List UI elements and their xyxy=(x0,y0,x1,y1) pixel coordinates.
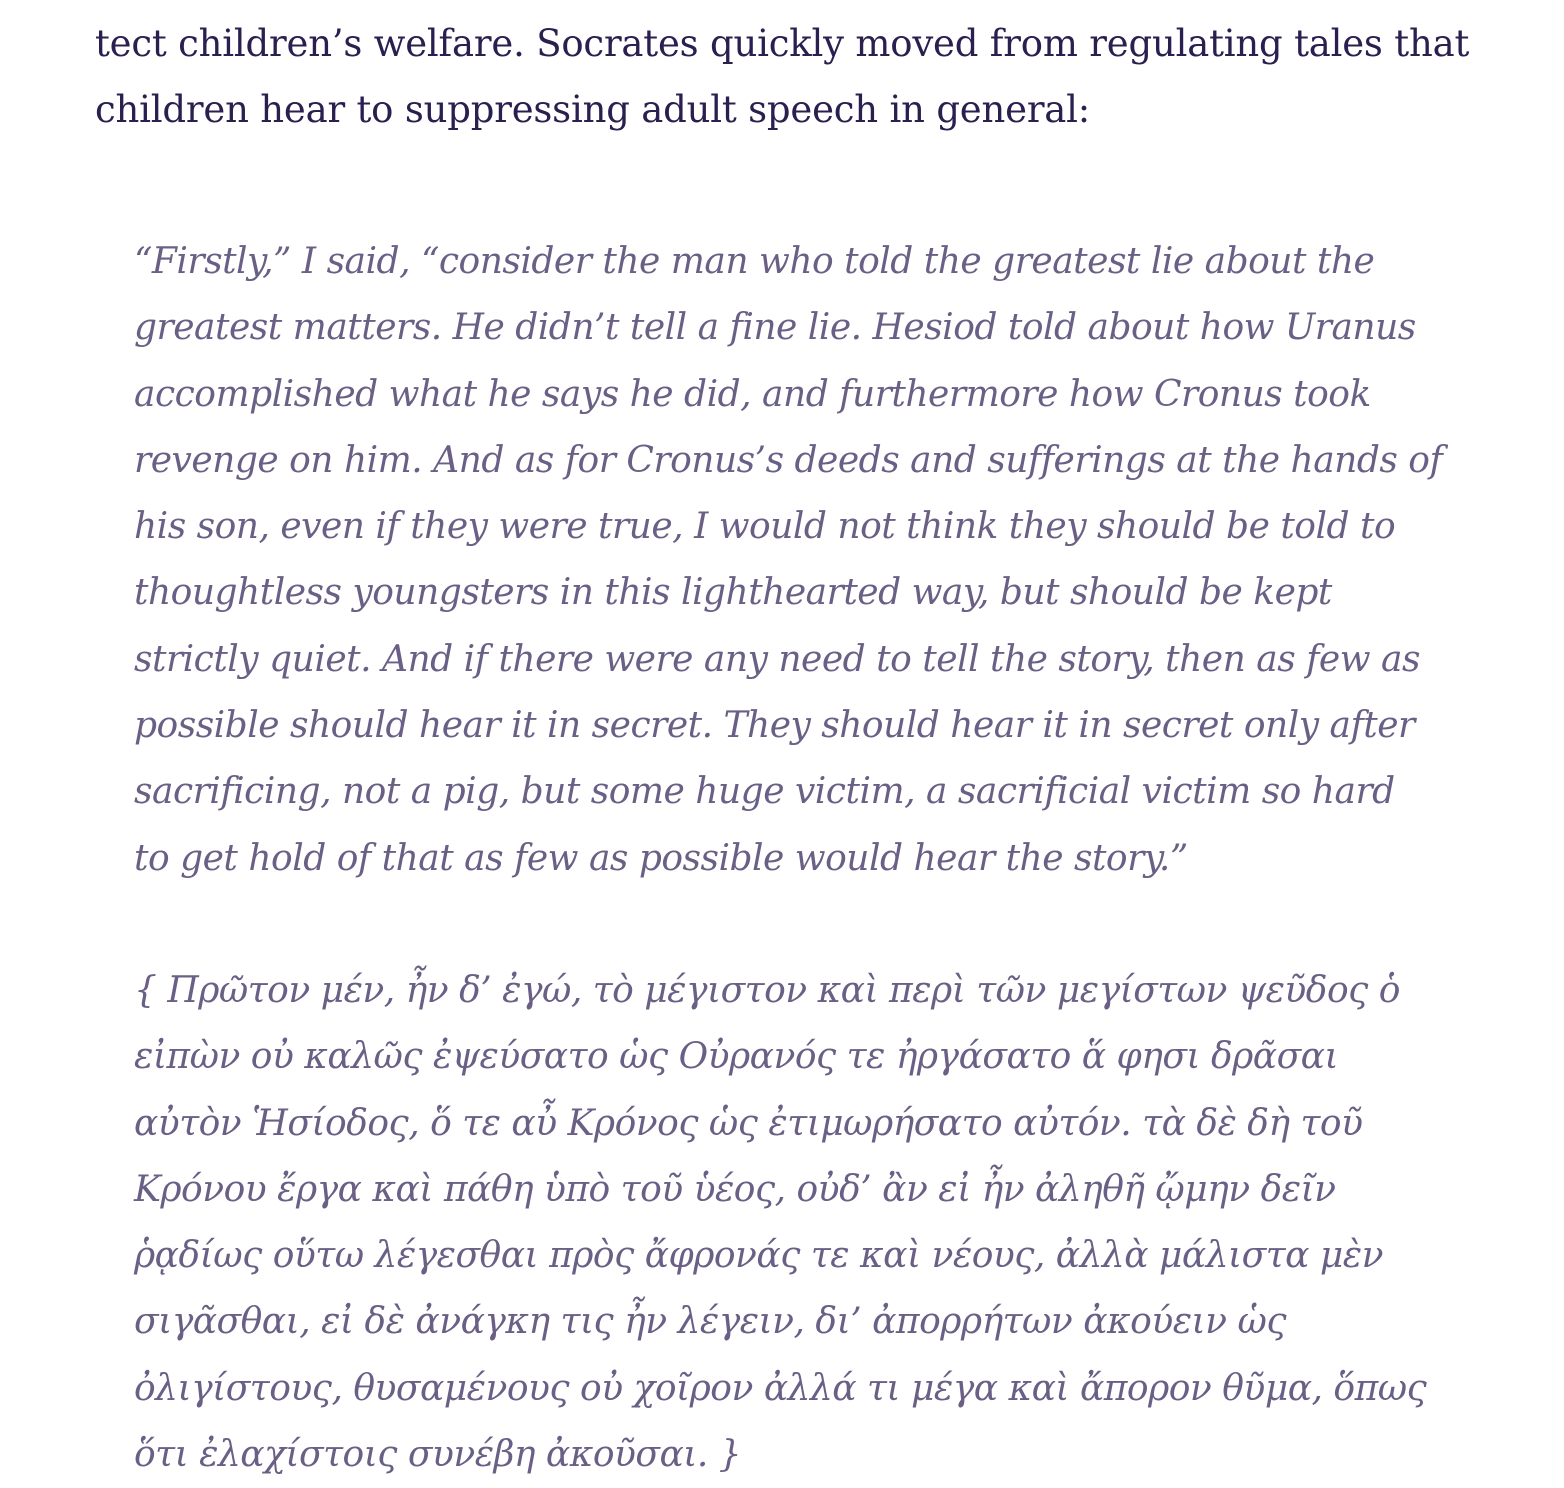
greek-blockquote: { Πρῶτον μέν, ἦν δ’ ἐγώ, τὸ μέγιστον καὶ περὶ τῶν μεγίστων ψεῦδος ὁ εἰπὼν οὐ καλῶς ἐψεύσατο ὡς Οὐρανός τε ἠργάσατο ἅ φησι δρᾶσαι αὐτὸν Ἡσίοδος, ὅ τε αὖ Κρόνος ὡς ἐτιμωρήσατο αὐτόν. τὰ δὲ δὴ τοῦ Κρόνου ἔργα καὶ πάθη ὑπὸ τοῦ ὑέος, οὐδ’ ἂν εἰ ἦν ἀληθῆ ᾤμην δεῖν ῥᾳδίως οὕτω λέγεσθαι πρὸς ἄφρονάς τε καὶ νέους, ἀλλὰ μάλιστα μὲν σιγᾶσθαι, εἰ δὲ ἀνάγκη τις ἦν λέγειν, δι’ ἀπορρήτων ἀκούειν ὡς ὀλιγίστους, θυσαμένους οὐ χοῖρον ἀλλά τι μέγα καὶ ἄπορον θῦμα, ὅπως ὅτι ἐλαχίστοις συνέβη ἀκοῦσαι. } xyxy=(134,969,1427,1476)
article-body xyxy=(95,0,1495,1488)
english-blockquote: “Firstly,” I said, “consider the man who told the greatest lie about the greatest matters. He didn’t tell a fine lie. Hesiod told about how Uranus accomplished what he says he did, and furthermore how Cronus took revenge on him. And as for Cronus’s deeds and sufferings at the hands of his son, even if they were true, I would not think they should be told to thoughtless youngsters in this lighthearted way, but should be kept strictly quiet. And if there were any need to tell the story, then as few as possible should hear it in secret. They should hear it in secret only after sacrificing, not a pig, but some huge victim, a sacrificial victim so hard to get hold of that as few as possible would hear the story.” xyxy=(134,241,1443,879)
intro-paragraph: tect children’s welfare. Socrates quickly moved from regulating tales that children hear to suppressing adult speech in general: xyxy=(95,22,1470,131)
